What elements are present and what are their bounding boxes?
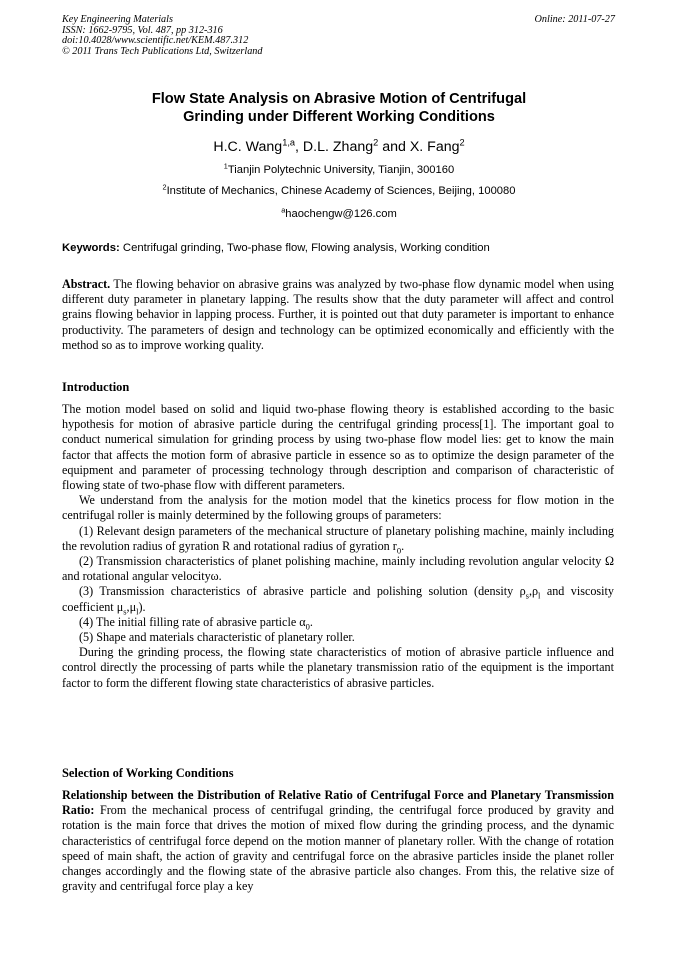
keywords-text: Centrifugal grinding, Two-phase flow, Flowing analysis, Working condition (119, 242, 490, 254)
abstract-label: Abstract. (62, 277, 111, 291)
section-heading-introduction: Introduction (62, 380, 130, 394)
author-3-affil-mark: 2 (459, 137, 465, 148)
list-item (62, 524, 614, 554)
subscript: l (136, 606, 139, 617)
author-separator: and (378, 139, 410, 155)
list-item-text: . (309, 614, 313, 629)
list-item (62, 615, 614, 630)
issn-line: ISSN: 1662-9795, Vol. 487, pp 312-316 (62, 24, 223, 36)
email-address: haochengw@126.com (285, 208, 397, 220)
title-line-2: Grinding under Different Working Conditions (183, 109, 495, 125)
affiliation-1-mark: 1 (223, 161, 228, 171)
list-item (62, 584, 614, 617)
list-item: (2) Transmission characteristics of planet polishing machine, mainly including revolution angular velocity Ω and rotational angular velocityω. (62, 554, 614, 584)
keywords (62, 241, 622, 255)
author-list (62, 138, 616, 156)
author-separator: , (295, 139, 303, 155)
copyright-line: © 2011 Trans Tech Publications Ltd, Switzerland (62, 45, 263, 57)
subscript: 0 (396, 545, 402, 556)
abstract (62, 277, 614, 353)
affiliation-2-mark: 2 (162, 182, 167, 192)
title-line-1: Flow State Analysis on Abrasive Motion of Centrifugal (151, 91, 527, 107)
paragraph: We understand from the analysis for the motion model that the kinetics process for flow motion in the centrifugal roller is mainly determined by the following groups of parameters: (62, 493, 614, 523)
list-item: (5) Shape and materials characteristic of planetary roller. (79, 630, 355, 645)
paragraph: The motion model based on solid and liquid two-phase flowing theory is established according to the basic hypothesis for motion of abrasive particle during the centrifugal grinding process[1]. The important goal to conduct numerical simulation for grinding process by using two-phase flow model lies: get to know the main factor that affects the motion form of abrasive particle in essence so as to optimize the design parameter of the equipment and parameter of processing technology through description and comparison of characteristic of flowing state of two-phase flow with different parameters. (62, 402, 614, 493)
online-date: Online: 2011-07-27 (534, 14, 615, 25)
email (62, 207, 616, 221)
author-1-affil-mark: 1,a (282, 137, 296, 148)
list-item-text: ). (138, 599, 146, 614)
list-item-text: . (401, 538, 405, 553)
abstract-text: The flowing behavior on abrasive grains was analyzed by two-phase flow dynamic model when using different duty parameter in planetary lapping. The results show that the duty parameter will affect and control grains flowing behavior in lapping process. Further, it is pointed out that duty parameter is important to enhance productivity. The parameters of design and technology can be optimized economically and efficiently with the method so as to improve working quality. (62, 277, 614, 352)
list-item-text: (3) Transmission characteristics of abrasive particle and polishing solution (density ρ (79, 584, 526, 599)
list-item-text: (1) Relevant design parameters of the mechanical structure of planetary polishing machine, mainly including the revolution radius of gyration R and rotational radius of gyration r (62, 523, 614, 553)
subsection-label: Relationship between the Distribution of Relative Ratio of Centrifugal Force and Planetary Transmission Ratio: (62, 788, 614, 818)
affiliation-1 (62, 163, 616, 177)
subscript: s (525, 590, 529, 601)
introduction-body (62, 402, 614, 691)
subscript: s (123, 606, 127, 617)
affiliation-2 (62, 184, 616, 198)
affiliation-1-text: Tianjin Polytechnic University, Tianjin, 300160 (227, 164, 455, 176)
journal-name: Key Engineering Materials (62, 14, 173, 25)
subscript: 0 (305, 621, 310, 632)
list-item-text: ,μ (126, 599, 137, 614)
keywords-label: Keywords: (62, 242, 120, 254)
paper-title (62, 90, 616, 126)
affiliation-2-text: Institute of Mechanics, Chinese Academy of Sciences, Beijing, 100080 (166, 185, 516, 197)
section-heading-selection: Selection of Working Conditions (62, 766, 234, 780)
author-1: H.C. Wang (213, 139, 283, 155)
list-item-text: (4) The initial filling rate of abrasive particle α (79, 614, 306, 629)
author-2: D.L. Zhang (302, 139, 374, 155)
doi-line: doi:10.4028/www.scientific.net/KEM.487.312 (62, 35, 249, 47)
list-item-text: and viscosity coefficient μ (62, 584, 614, 614)
journal-header (62, 15, 262, 57)
selection-paragraph (62, 788, 614, 894)
selection-text: From the mechanical process of centrifugal grinding, the centrifugal force produced by gravity and rotation is the main force that drives the motion of mixed flow during the grinding process, and the dynamic characteristics of centrifugal force depend on the motion manner of planetary roller. With the change of rotation speed of main shaft, the action of gravity and centrifugal force on the abrasive particles inside the planet roller changes accordingly and the flowing state of the abrasive particle also changes. From this, the relative size of gravity and centrifugal force play a key (62, 803, 614, 894)
subscript: l (538, 590, 541, 601)
paragraph: During the grinding process, the flowing state characteristics of motion of abrasive particle influence and control directly the processing of parts while the planetary transmission ratio of the equipment is the important factor to form the different flowing state characteristics of abrasive particles. (62, 645, 614, 690)
author-3: X. Fang (409, 139, 460, 155)
email-mark: a (281, 205, 286, 215)
list-item-text: ,ρ (528, 584, 539, 599)
author-2-affil-mark: 2 (373, 137, 379, 148)
